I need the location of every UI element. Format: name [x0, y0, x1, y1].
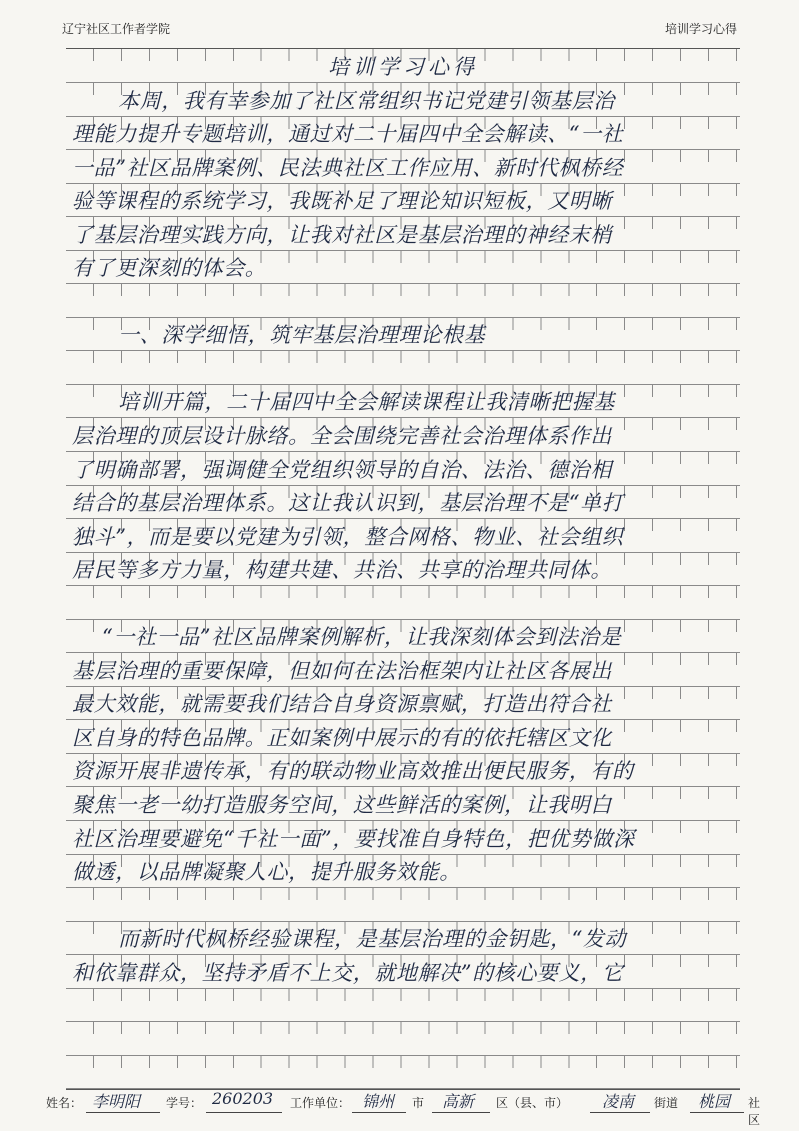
grid-row — [66, 821, 740, 855]
name-underline — [86, 1112, 160, 1113]
text-line: 有了更深刻的体会。 — [72, 256, 267, 281]
unit-label: 工作单位： — [290, 1096, 351, 1110]
community-label: 社区 — [748, 1096, 761, 1127]
text-line: 资源开展非遗传承，有的联动物业高效推出便民服务，有的 — [72, 759, 634, 784]
grid-row — [66, 418, 740, 452]
grid-row — [66, 888, 740, 922]
grid-row — [66, 284, 740, 318]
grid-row — [66, 351, 740, 385]
city-underline — [352, 1112, 406, 1113]
text-line: 理能力提升专题培训，通过对二十届四中全会解读、“一社 — [72, 122, 624, 147]
street-underline — [590, 1112, 650, 1113]
text-line: 独斗”，而是要以党建为引领，整合网格、物业、社会组织 — [72, 524, 624, 549]
grid-row — [66, 720, 740, 754]
district-value: 高新 — [442, 1092, 475, 1111]
institution-name: 辽宁社区工作者学院 — [62, 22, 171, 36]
name-value: 李明阳 — [92, 1092, 141, 1111]
text-line: 了基层治理实践方向，让我对社区是基层治理的神经末梢 — [72, 222, 612, 247]
grid-row — [66, 519, 740, 553]
text-line: 聚焦一老一幼打造服务空间，这些鲜活的案例，让我明白 — [72, 793, 612, 818]
text-line: 验等课程的系统学习，我既补足了理论知识短板，又明晰 — [72, 189, 612, 214]
street-value: 凌南 — [602, 1092, 635, 1111]
text-line: 基层治理的重要保障，但如何在法治框架内让社区各展出 — [72, 658, 612, 683]
text-line: 而新时代枫桥经验课程，是基层治理的金钥匙，“发动 — [118, 927, 627, 952]
page-header — [62, 14, 737, 40]
district-label: 区（县、市） — [496, 1096, 569, 1110]
grid-row — [66, 855, 740, 889]
essay-title: 培训学习心得 — [328, 55, 478, 79]
grid-row — [66, 49, 740, 83]
text-line: 一品”社区品牌案例、民法典社区工作应用、新时代枫桥经 — [72, 155, 624, 180]
grid-row — [66, 1056, 740, 1090]
city-label: 市 — [412, 1096, 425, 1110]
page-footer — [46, 1088, 761, 1127]
grid-row — [66, 653, 740, 687]
grid-row — [66, 553, 740, 587]
grid-row — [66, 184, 740, 218]
grid-row — [66, 318, 740, 352]
text-line: “一社一品”社区品牌案例解析，让我深刻体会到法治是 — [102, 625, 622, 650]
section-heading: 一、深学细悟，筑牢基层治理理论根基 — [118, 323, 486, 348]
grid-row — [66, 1022, 740, 1056]
grid-row — [66, 486, 740, 520]
text-line: 和依靠群众，坚持矛盾不上交，就地解决”的核心要义，它 — [72, 960, 624, 985]
text-line: 最大效能，就需要我们结合自身资源禀赋，打造出符合社 — [72, 692, 612, 717]
street-label: 街道 — [654, 1096, 679, 1110]
grid-row — [66, 385, 740, 419]
grid-row — [66, 787, 740, 821]
text-line: 居民等多方力量，构建共建、共治、共享的治理共同体。 — [72, 558, 612, 583]
community-value: 桃园 — [698, 1092, 731, 1111]
text-line: 了明确部署，强调健全党组织领导的自治、法治、德治相 — [72, 457, 612, 482]
grid-row — [66, 989, 740, 1023]
community-underline — [690, 1112, 744, 1113]
grid-row — [66, 217, 740, 251]
manuscript-grid-paper — [66, 48, 740, 1090]
text-line: 层治理的顶层设计脉络。全会围绕完善社会治理体系作出 — [72, 424, 612, 449]
name-label: 姓名： — [46, 1096, 83, 1110]
grid-row — [66, 620, 740, 654]
id-value: 260203 — [212, 1089, 274, 1108]
text-line: 结合的基层治理体系。这让我认识到，基层治理不是“单打 — [72, 491, 624, 516]
district-underline — [432, 1112, 490, 1113]
text-line: 做透，以品牌凝聚人心，提升服务效能。 — [72, 860, 461, 885]
city-value: 锦州 — [362, 1092, 395, 1111]
grid-row — [66, 150, 740, 184]
grid-row — [66, 586, 740, 620]
text-line: 社区治理要避免“千社一面”，要找准自身特色，把优势做深 — [72, 826, 635, 851]
document-type: 培训学习心得 — [664, 22, 737, 36]
grid-row — [66, 922, 740, 956]
id-underline — [206, 1112, 282, 1113]
text-line: 区自身的特色品牌。正如案例中展示的有的依托辖区文化 — [72, 725, 612, 750]
grid-row — [66, 251, 740, 285]
grid-row — [66, 754, 740, 788]
grid-row — [66, 452, 740, 486]
id-label: 学号： — [166, 1096, 203, 1110]
grid-row — [66, 117, 740, 151]
grid-row — [66, 955, 740, 989]
text-line: 本周，我有幸参加了社区常组织书记党建引领基层治 — [118, 88, 615, 113]
text-line: 培训开篇，二十届四中全会解读课程让我清晰把握基 — [118, 390, 615, 415]
grid-row — [66, 687, 740, 721]
grid-row — [66, 83, 740, 117]
